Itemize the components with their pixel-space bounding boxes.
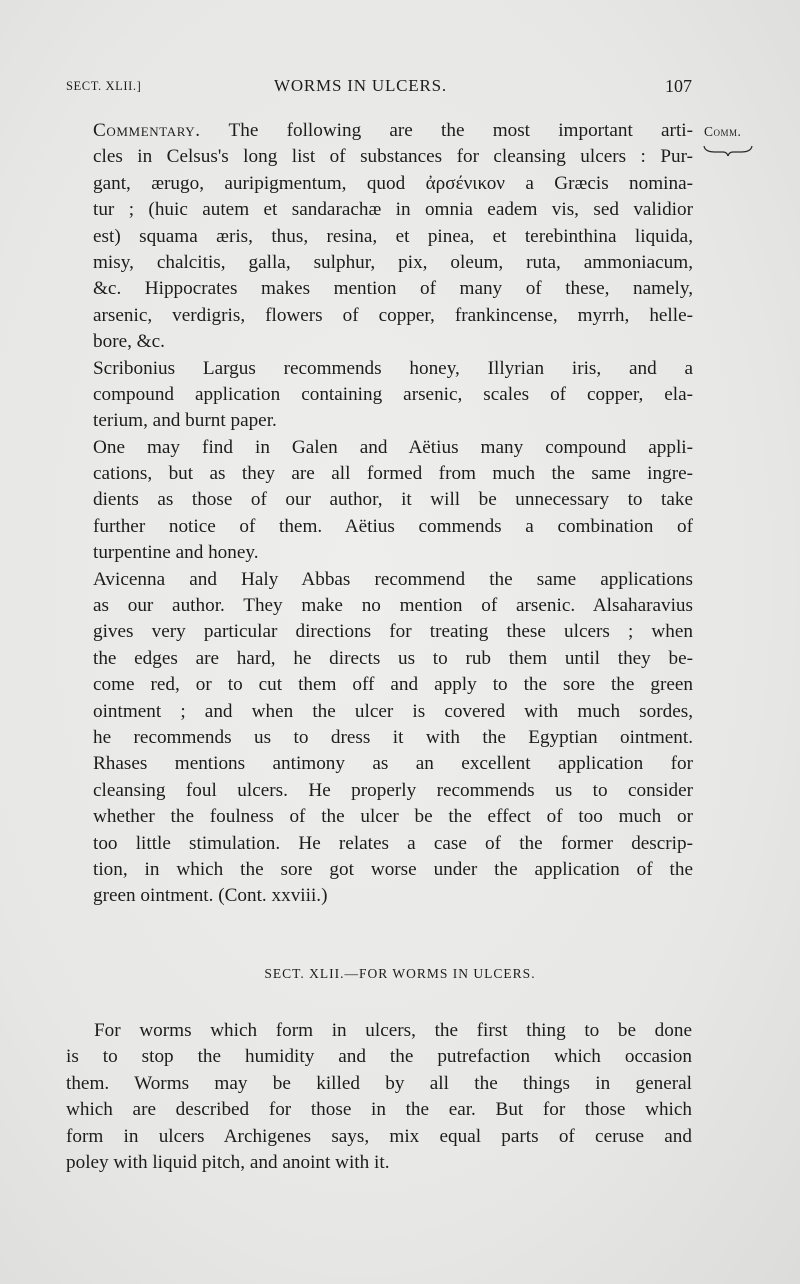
commentary-line: turpentine and honey. — [93, 542, 259, 564]
section-line: is to stop the humidity and the putrefaction which occasion — [66, 1046, 692, 1068]
section-line: form in ulcers Archigenes says, mix equal parts of ceruse and — [66, 1125, 692, 1147]
commentary-line: tur ; (huic autem et sandarachæ in omnia eadem vis, sed validior — [93, 199, 693, 221]
commentary-line: further notice of them. Aëtius commends a combination of — [93, 515, 693, 537]
commentary-line: cleansing foul ulcers. He properly recommends us to consider — [93, 779, 693, 801]
commentary-line: Scribonius Largus recommends honey, Illyrian iris, and a — [93, 357, 693, 379]
running-title: WORMS IN ULCERS. — [274, 76, 447, 95]
commentary-line: gant, ærugo, auripigmentum, quod ἀρσένικον a Græcis nomina- — [93, 172, 693, 194]
commentary-line: cles in Celsus's long list of substances for cleansing ulcers : Pur- — [93, 146, 693, 168]
commentary-line: One may find in Galen and Aëtius many compound appli- — [93, 436, 693, 458]
section-line: For worms which form in ulcers, the first thing to be done — [94, 1020, 692, 1041]
commentary-line: the edges are hard, he directs us to rub them until they be- — [93, 647, 693, 669]
section-line: which are described for those in the ear. But for those which — [66, 1099, 692, 1121]
section-line: poley with liquid pitch, and anoint with it. — [66, 1151, 390, 1173]
section-reference: SECT. XLII.] — [66, 79, 142, 93]
commentary-line: too little stimulation. He relates a case of the former descrip- — [93, 832, 693, 854]
commentary-line: as our author. They make no mention of arsenic. Alsaharavius — [93, 595, 693, 617]
commentary-line: green ointment. (Cont. xxviii.) — [93, 885, 328, 907]
commentary-line: arsenic, verdigris, flowers of copper, frankincense, myrrh, helle- — [93, 304, 693, 326]
commentary-line: bore, &c. — [93, 331, 165, 353]
commentary-line: terium, and burnt paper. — [93, 410, 277, 432]
section-heading: SECT. XLII.—FOR WORMS IN ULCERS. — [264, 966, 536, 981]
running-head — [66, 76, 692, 100]
commentary-line: he recommends us to dress it with the Egyptian ointment. — [93, 726, 693, 748]
section-line: them. Worms may be killed by all the things in general — [66, 1072, 692, 1094]
commentary-label: Commentary. — [93, 120, 201, 141]
commentary-block — [93, 118, 693, 910]
commentary-line: compound application containing arsenic, scales of copper, ela- — [93, 383, 693, 405]
commentary-line: tion, in which the sore got worse under the application of the — [93, 858, 693, 880]
commentary-line: cations, but as they are all formed from much the same ingre- — [93, 463, 693, 485]
commentary-line: dients as those of our author, it will be unnecessary to take — [93, 489, 693, 511]
section-paragraph — [66, 1018, 692, 1176]
page-number: 107 — [665, 76, 692, 96]
margin-note: Comm. — [704, 124, 742, 139]
commentary-line: Commentary. The following are the most important arti- — [93, 120, 693, 141]
margin-brace-icon — [703, 144, 753, 158]
commentary-line: come red, or to cut them off and apply to the sore the green — [93, 674, 693, 696]
commentary-line: &c. Hippocrates makes mention of many of these, namely, — [93, 278, 693, 300]
commentary-line: Rhases mentions antimony as an excellent application for — [93, 753, 693, 775]
commentary-line: whether the foulness of the ulcer be the effect of too much or — [93, 806, 693, 828]
commentary-line: gives very particular directions for treating these ulcers ; when — [93, 621, 693, 643]
commentary-line: est) squama æris, thus, resina, et pinea, et terebinthina liquida, — [93, 225, 693, 247]
commentary-line: misy, chalcitis, galla, sulphur, pix, oleum, ruta, ammoniacum, — [93, 251, 693, 273]
commentary-line: ointment ; and when the ulcer is covered with much sordes, — [93, 700, 693, 722]
commentary-line: Avicenna and Haly Abbas recommend the same applications — [93, 568, 693, 590]
